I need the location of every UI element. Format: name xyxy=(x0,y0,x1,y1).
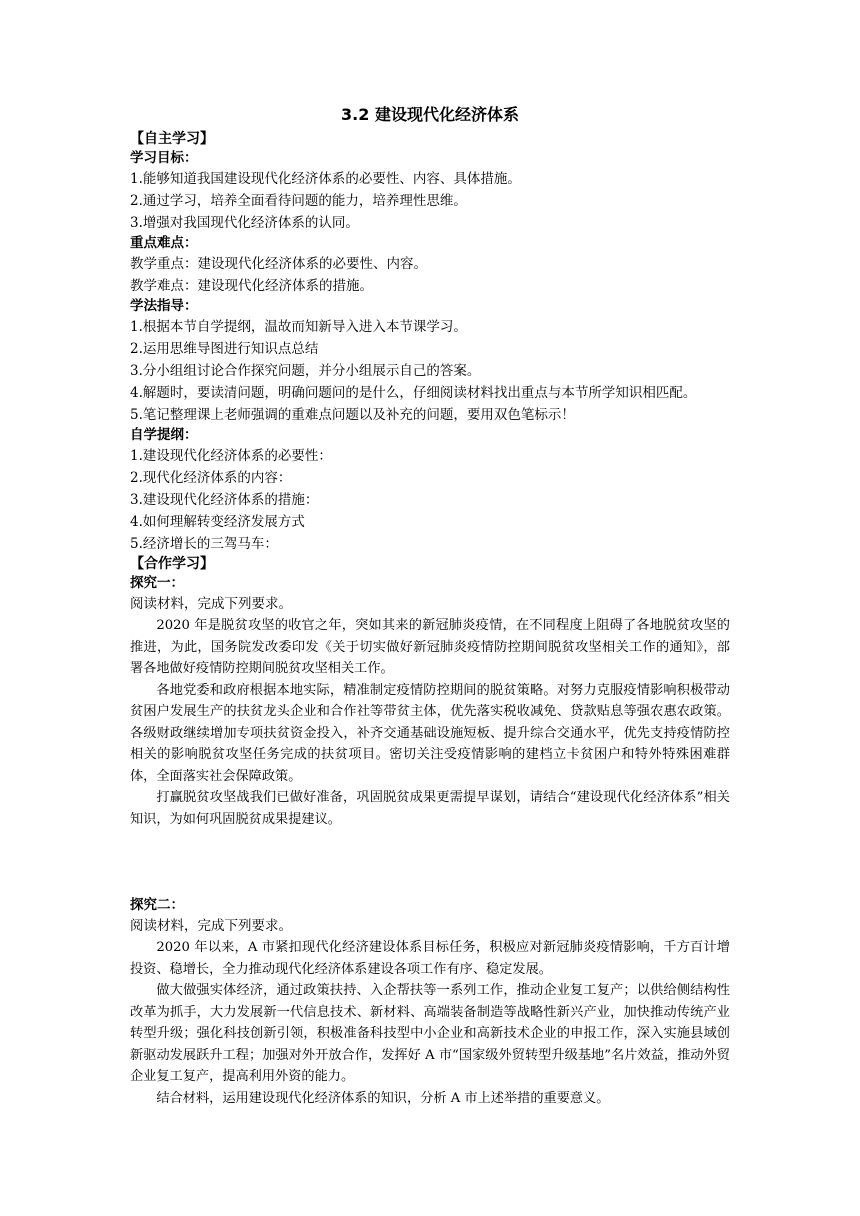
page-title: 3.2 建设现代化经济体系 xyxy=(341,105,519,124)
answer-space xyxy=(130,830,730,896)
inquiry-two-instruction: 阅读材料，完成下列要求。 xyxy=(130,918,292,934)
section-self-study-heading: 【自主学习】 xyxy=(130,131,214,147)
method-label: 学法指导： xyxy=(130,298,198,314)
key-point-item: 教学难点：建设现代化经济体系的措施。 xyxy=(130,278,373,294)
key-point-item: 教学重点：建设现代化经济体系的必要性、内容。 xyxy=(130,256,427,272)
inquiry-one-instruction: 阅读材料，完成下列要求。 xyxy=(130,596,292,612)
goal-item: 3.增强对我国现代化经济体系的认同。 xyxy=(130,215,359,231)
inquiry-two-paragraph: 2020 年以来，A 市紧扣现代化经济建设体系目标任务，积极应对新冠肺炎疫情影响，千方百计增投资、稳增长，全力推动现代化经济体系建设各项工作有序、稳定发展。 xyxy=(130,940,730,977)
outline-item: 3.建设现代化经济体系的措施： xyxy=(130,492,319,508)
method-item: 4.解题时，要读清问题，明确问题问的是什么，仔细阅读材料找出重点与本节所学知识相匹配。 xyxy=(130,385,697,401)
goal-item: 1.能够知道我国建设现代化经济体系的必要性、内容、具体措施。 xyxy=(130,171,521,187)
outline-item: 2.现代化经济体系的内容： xyxy=(130,470,292,486)
inquiry-one-label: 探究一： xyxy=(130,575,184,591)
outline-label: 自学提纲： xyxy=(130,427,198,443)
goal-item: 2.通过学习，培养全面看待问题的能力，培养理性思维。 xyxy=(130,193,467,209)
inquiry-one-paragraph: 各地党委和政府根据本地实际，精准制定疫情防控期间的脱贫策略。对努力克服疫情影响积极带动贫困户发展生产的扶贫龙头企业和合作社等带贫主体，优先落实税收减免、贷款贴息等强农惠农政策。各级财政继续增加专项扶贫资金投入，补齐交通基础设施短板、提升综合交通水平，优先支持疫情防控相关的影响脱贫攻坚任务完成的扶贫项目。密切关注受疫情影响的建档立卡贫困户和特外特殊困难群体，全面落实社会保障政策。 xyxy=(130,682,730,784)
method-item: 3.分小组组讨论合作探究问题，并分小组展示自己的答案。 xyxy=(130,363,481,379)
inquiry-two-label: 探究二： xyxy=(130,897,184,913)
goals-label: 学习目标： xyxy=(130,150,198,166)
outline-item: 4.如何理解转变经济发展方式 xyxy=(130,514,305,530)
outline-item: 5.经济增长的三驾马车： xyxy=(130,536,278,552)
method-item: 1.根据本节自学提纲，温故而知新导入进入本节课学习。 xyxy=(130,319,467,335)
outline-item: 1.建设现代化经济体系的必要性： xyxy=(130,448,332,464)
key-points-label: 重点难点： xyxy=(130,235,198,251)
inquiry-two-question: 结合材料，运用建设现代化经济体系的知识，分析 A 市上述举措的重要意义。 xyxy=(156,1090,610,1106)
inquiry-one-question: 打赢脱贫攻坚战我们已做好准备，巩固脱贫成果更需提早谋划，请结合“建设现代化经济体系”相关知识，为如何巩固脱贫成果提建议。 xyxy=(130,790,730,827)
document-page xyxy=(130,100,730,1109)
method-item: 2.运用思维导图进行知识点总结 xyxy=(130,341,319,357)
inquiry-one-paragraph: 2020 年是脱贫攻坚的收官之年，突如其来的新冠肺炎疫情，在不同程度上阻碍了各地脱贫攻坚的推进，为此，国务院发改委印发《关于切实做好新冠肺炎疫情防控期间脱贫攻坚相关工作的通知》，部署各地做好疫情防控期间脱贫攻坚相关工作。 xyxy=(130,618,730,676)
method-item: 5.笔记整理课上老师强调的重难点问题以及补充的问题，要用双色笔标示！ xyxy=(130,407,575,423)
section-cooperative-heading: 【合作学习】 xyxy=(130,556,214,572)
inquiry-two-paragraph: 做大做强实体经济，通过政策扶持、入企帮扶等一系列工作，推动企业复工复产；以供给侧结构性改革为抓手，大力发展新一代信息技术、新材料、高端装备制造等战略性新兴产业，加快推动传统产业转型升级；强化科技创新引领，积极准备科技型中小企业和高新技术企业的申报工作，深入实施县域创新驱动发展跃升工程；加强对外开放合作，发挥好 A 市“国家级外贸转型升级基地”名片效益，推动外贸企业复工复产，提高利用外资的能力。 xyxy=(130,983,730,1084)
